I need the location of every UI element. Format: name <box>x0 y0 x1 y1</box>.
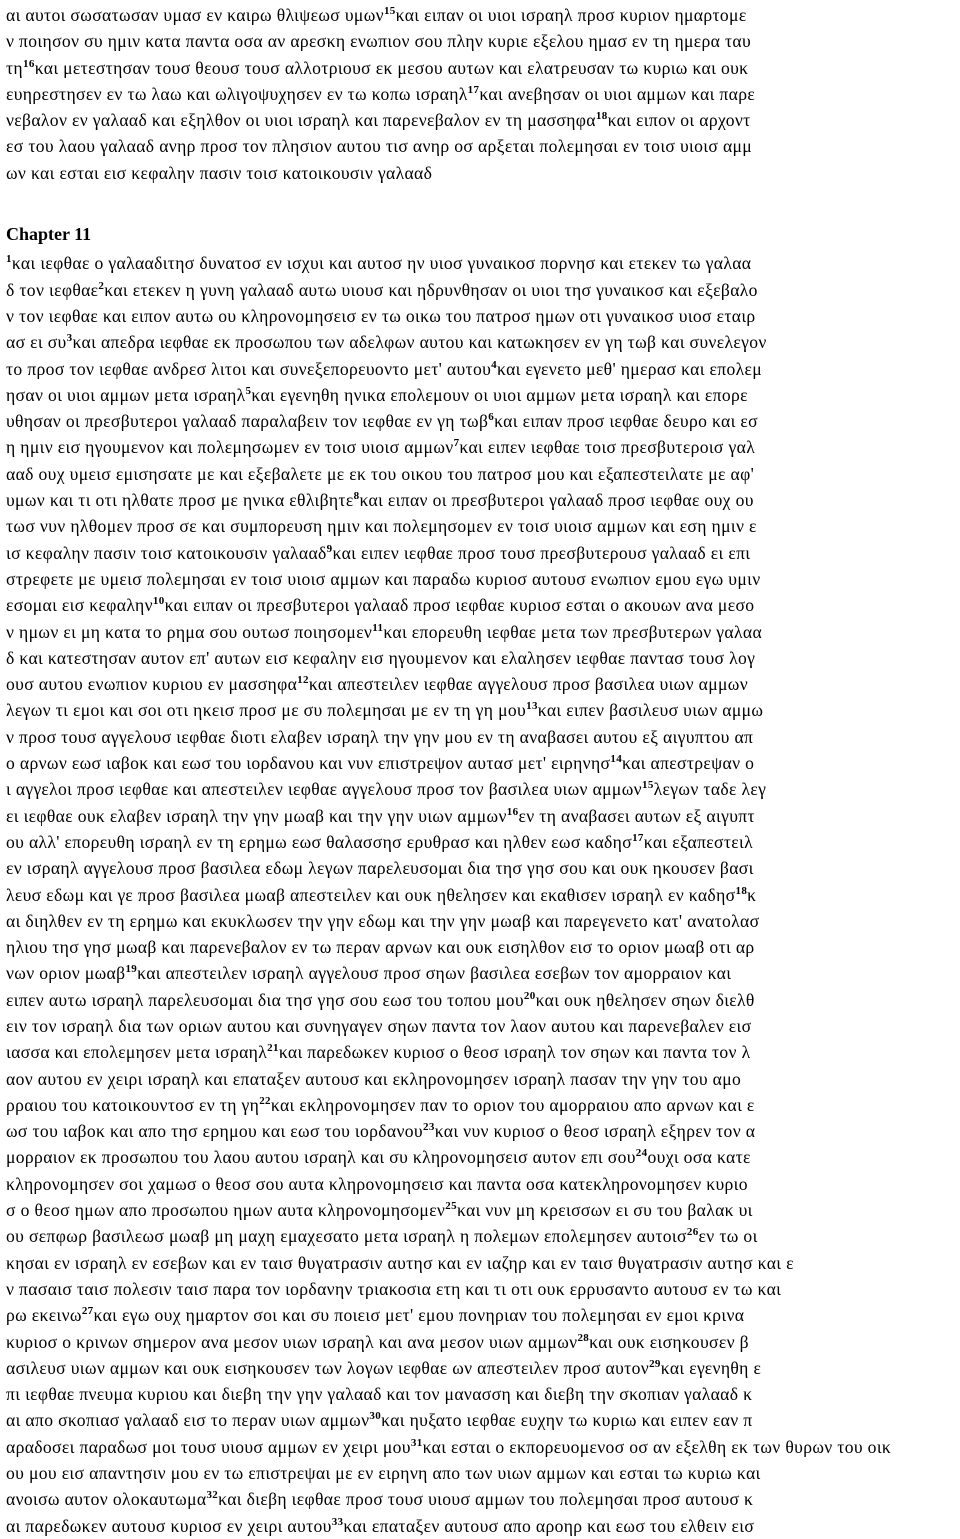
text-line: αι διηλθεν εν τη ερημω και εκυκλωσεν την γην εδωμ και την γην μωαβ και παρεγενετο κατ' ανατολασ <box>6 910 760 931</box>
text-line: ουσ αυτου ενωπιον κυριου εν μασσηφα$^{12}$και απεστειλεν ιεφθαε αγγελουσ προσ βασιλεα υιων αμμων <box>6 674 749 695</box>
verse-number: 16 <box>22 57 35 70</box>
text-line: ου μου εισ απαντησιν μου εν τω επιστρεψαι με εν ειρηνη απο των υιων αμμων και εσται τω κυριω και <box>6 1463 761 1484</box>
text-line: αι παρεδωκεν αυτουσ κυριοσ εν χειρι αυτου$^{33}$και επαταξεν αυτουσ απο αροηρ και εωσ του ελθειν εισ <box>6 1515 755 1536</box>
text-line: ο αρνων εωσ ιαβοκ και εωσ του ιορδανου και νυν επιστρεψον αυτασ μετ' ειρηνησ$^{14}$και απεστρεψαν ο <box>6 753 755 774</box>
verse-number: 31 <box>410 1436 423 1449</box>
text-line: νων οριον μωαβ$^{19}$και απεστειλεν ισραηλ αγγελουσ προσ σηων βασιλεα εσεβων τον αμορραιον και <box>6 963 732 984</box>
text-line: λευσ εδωμ και γε προσ βασιλεα μωαβ απεστειλεν και ουκ ηθελησεν και εκαθισεν ισραηλ εν καδησ$^{18}$κ <box>6 884 757 905</box>
text-line: ν ημων ει μη κατα το ρημα σου ουτωσ ποιησομεν$^{11}$και επορευθη ιεφθαε μετα των πρεσβυτερων γαλαα <box>6 621 763 642</box>
verse-number: 11 <box>372 621 384 634</box>
text-line: εσομαι εισ κεφαλην$^{10}$και ειπαν οι πρεσβυτεροι γαλααδ προσ ιεφθαε κυριοσ εσται ο ακουων ανα μεσο <box>6 595 755 616</box>
text-line: αι αυτοι σωσατωσαν υμασ εν καιρω θλιψεωσ υμων$^{15}$και ειπαν οι υιοι ισραηλ προσ κυριον ημαρτομε <box>6 5 747 25</box>
verse-number: 17 <box>467 83 480 96</box>
chapter-heading: Chapter 11 <box>6 224 92 245</box>
text-line: ν τον ιεφθαε και ειπον αυτω ου κληρονομησεισ εν τω οικω του πατροσ ημων οτι γυναικοσ υιοσ εταιρ <box>6 305 756 326</box>
text-line: ων και εσται εισ κεφαλην πασιν τοισ κατοικουσιν γαλααδ <box>6 162 433 183</box>
verse-number: 1 <box>6 253 12 266</box>
text-line: ευηρεστησεν εν τω λαω και ωλιγοψυχησεν εν τω κοπω ισραηλ$^{17}$και ανεβησαν οι υιοι αμμων και παρε <box>6 83 756 104</box>
text-line: εν ισραηλ αγγελουσ προσ βασιλεα εδωμ λεγων παρελευσομαι δια τησ γησ σου και ουκ ηκουσεν βασι <box>6 858 754 879</box>
verse-number: 21 <box>267 1042 279 1055</box>
text-line: υθησαν οι πρεσβυτεροι γαλααδ παραλαβειν τον ιεφθαε εν γη τωβ$^6$και ειπαν προσ ιεφθαε δευρο και εσ <box>6 411 759 432</box>
verse-number: 3 <box>66 332 73 345</box>
text-line: μορραιον εκ προσωπου του λαου αυτου ισραηλ και συ κληρονομησεισ αυτον επι σου$^{24}$ουχι οσα κατε <box>6 1147 751 1168</box>
text-line: ιασσα και επολεμησεν μετα ισραηλ$^{21}$και παρεδωκεν κυριοσ ο θεοσ ισραηλ τον σηων και παντα τον λ <box>6 1042 751 1063</box>
verse-number: 5 <box>245 384 252 397</box>
text-line: $\tau\eta^{16}\kappa\alpha\iota$ μετεστησαν τουσ θεουσ τουσ αλλοτριουσ εκ μεσου αυτων και ελατρευσαν τω κυριω και ουκ <box>6 57 749 78</box>
verse-number: 20 <box>523 989 536 1002</box>
text-line: ανοισω αυτον ολοκαυτωμα$^{32}$και διεβη ιεφθαε προσ τουσ υιουσ αμμων του πολεμησαι προσ αυτουσ κ <box>6 1489 754 1510</box>
text-line: ν ποιησον συ ημιν κατα παντα οσα αν αρεσκη ενωπιον σου πλην κυριε εξελου ημασ εν τη ημερα ταυ <box>6 31 752 52</box>
text-line: $^1$και ιεφθαε ο γαλααδιτησ δυνατοσ εν ισχυι και αυτοσ ην υιοσ γυναικοσ πορνησ και ετεκεν τω γαλαα <box>6 253 752 274</box>
verse-number: 32 <box>206 1489 219 1502</box>
verse-number: 28 <box>577 1331 590 1344</box>
text-line: αον αυτου εν χειρι ισραηλ και επαταξεν αυτουσ και εκληρονομησεν ισραηλ πασαν την γην του αμο <box>6 1068 742 1089</box>
verse-number: 12 <box>297 674 309 687</box>
text-line: ει ιεφθαε ουκ ελαβεν ισραηλ την γην μωαβ και την γην υιων αμμων$^{16}$εν τη αναβασει αυτων εξ αιγυπτ <box>6 805 755 826</box>
text-line: πι ιεφθαε πνευμα κυριου και διεβη την γην γαλααδ και τον μανασση και διεβη την σκοπιαν γαλααδ κ <box>6 1384 753 1405</box>
verse-number: 7 <box>453 437 460 450</box>
text-line: ασ ει $\sigma\upsilon^3\kappa\alpha\iota$ απεδρα ιεφθαε εκ προσωπου των αδελφων αυτου και κατωκησεν εν γη τωβ και συνελεγον <box>6 332 767 353</box>
intro-passage <box>6 2 956 186</box>
text-line: νεβαλον εν γαλααδ και εξηλθον οι υιοι ισραηλ και παρενεβαλον εν τη μασσηφα$^{18}$και ειπον οι αρχοντ <box>6 110 751 131</box>
text-line: ησαν οι υιοι αμμων μετα ισραηλ$^5$και εγενηθη ηνικα επολεμουν οι υιοι αμμων μετα ισραηλ και επορε <box>6 384 748 405</box>
text-line: σ ο θεοσ ημων απο προσωπου ημων αυτα κληρονομησομεν$^{25}$και νυν μη κρεισσων ει συ του βαλακ υι <box>6 1200 753 1221</box>
verse-number: 2 <box>98 279 105 292</box>
text-line: ου σεπφωρ βασιλεωσ μωαβ μη μαχη εμαχεσατο μετα ισραηλ η πολεμων επολεμησεν αυτοισ$^{26}$εν τω οι <box>6 1226 758 1247</box>
verse-number: 16 <box>506 805 519 818</box>
verse-number: 26 <box>686 1226 699 1239</box>
verse-number: 8 <box>353 490 360 503</box>
text-line: ηλιου τησ γησ μωαβ και παρενεβαλον εν τω περαν αρνων και ουκ εισηλθον εισ το οριον μωαβ οτι αρ <box>6 937 755 958</box>
text-line: ι αγγελοι προσ ιεφθαε και απεστειλεν ιεφθαε αγγελουσ προσ τον βασιλεα υιων αμμων$^{15}$λεγων ταδε λεγ <box>6 779 767 800</box>
text-line: κυριοσ ο κρινων σημερον ανα μεσον υιων ισραηλ και ανα μεσον υιων αμμων$^{28}$και ουκ εισηκουσεν β <box>6 1331 749 1352</box>
text-line: η ημιν εισ ηγουμενον και πολεμησωμεν εν τοισ υιοισ αμμων$^7$και ειπεν ιεφθαε τοισ πρεσβυτεροισ γαλ <box>6 437 756 458</box>
text-line: ααδ ουχ υμεισ εμισησατε με και εξεβαλετε με εκ του οικου του πατροσ μου και εξαπεστειλατε με αφ' <box>6 463 755 484</box>
text-line: αι απο σκοπιασ γαλααδ εισ το περαν υιων αμμων$^{30}$και ηυξατο ιεφθαε ευχην τω κυριω και ειπεν εαν π <box>6 1410 753 1431</box>
text-line: εσ του λαου γαλααδ ανηρ προσ τον πλησιον αυτου τισ ανηρ οσ αρξεται πολεμησαι εν τοισ υιοισ αμμ <box>6 136 753 157</box>
blank-spacer <box>6 186 956 212</box>
text-line: ου αλλ' επορευθη ισραηλ εν τη ερημω εωσ θαλασσησ ερυθρασ και ηλθεν εωσ καδησ$^{17}$και εξαπεστειλ <box>6 831 753 852</box>
text-line: υμων και τι οτι ηλθατε προσ με ηνικα εθλιβητε$^8$και ειπαν οι πρεσβυτεροι γαλααδ προσ ιεφθαε ουχ ου <box>6 490 754 511</box>
text-line: ν πασαισ ταισ πολεσιν ταισ παρα τον ιορδανην τριακοσια ετη και τι οτι ουκ ερρυσαντο αυτουσ εν τω και <box>6 1278 782 1299</box>
verse-number: 15 <box>641 779 654 792</box>
text-line: ρω εκεινω$^{27}$και εγω ουχ ημαρτον σοι και συ ποιεισ μετ' εμου πονηριαν του πολεμησαι εν εμοι κρινα <box>6 1305 745 1326</box>
verse-number: 13 <box>526 700 538 713</box>
verse-number: 6 <box>488 411 495 424</box>
text-line: ειν τον ισραηλ δια των οριων αυτου και συνηγαγεν σηων παντα τον λαον αυτου και παρενεβαλεν εισ <box>6 1015 752 1036</box>
verse-number: 24 <box>635 1147 648 1160</box>
verse-number: 17 <box>632 831 644 844</box>
chapter-passage <box>6 250 956 1539</box>
text-line: ειπεν αυτω ισραηλ παρελευσομαι δια τησ γησ σου εωσ του τοπου μου$^{20}$και ουκ ηθελησεν σηων διελθ <box>6 989 755 1010</box>
verse-number: 15 <box>383 5 396 17</box>
text-line: κληρονομησεν σοι χαμωσ ο θεοσ σου αυτα κληρονομησεισ και παντα οσα κατεκληρονομησεν κυριο <box>6 1173 748 1194</box>
verse-number: 19 <box>125 963 138 976</box>
text-line: το προσ τον ιεφθαε ανδρεσ λιτοι και συνεξεπορευοντο μετ' αυτου$^4$και εγενετο μεθ' ημερασ και επολεμ <box>6 358 763 379</box>
verse-number: 4 <box>491 358 498 371</box>
text-line: ν προσ τουσ αγγελουσ ιεφθαε διοτι ελαβεν ισραηλ την γην μου εν τη αναβασει αυτου εξ αιγυπτου απ <box>6 726 754 747</box>
text-line: κησαι εν ισραηλ εν εσεβων και εν ταισ θυγατρασιν αυτησ και εν ιαζηρ και εν ταισ θυγατρασιν αυτησ και ε <box>6 1252 794 1273</box>
text-line: ωσ του ιαβοκ και απο τησ ερημου και εωσ του ιορδανου$^{23}$και νυν κυριοσ ο θεοσ ισραηλ εξηρεν τον α <box>6 1121 756 1142</box>
text-line: τωσ νυν ηλθομεν προσ σε και συμπορευση ημιν και πολεμησομεν εν τοισ υιοισ αμμων και εση ημιν ε <box>6 516 757 537</box>
verse-number: 18 <box>595 110 608 123</box>
verse-number: 23 <box>423 1121 435 1134</box>
text-line: στρεφετε με υμεισ πολεμησαι εν τοισ υιοισ αμμων και παραδω κυριοσ αυτουσ ενωπιον εμου εγω υμιν <box>6 568 761 589</box>
text-line: ισ κεφαλην πασιν τοισ κατοικουσιν γαλααδ$^9$και ειπεν ιεφθαε προσ τουσ πρεσβυτερουσ γαλααδ ει επι <box>6 542 751 563</box>
text-line: λεγων τι εμοι και σοι οτι ηκεισ προσ με συ πολεμησαι με εν τη γη μου$^{13}$και ειπεν βασιλευσ υιων αμμω <box>6 700 764 721</box>
text-line: αραδοσει παραδωσ μοι τουσ υιουσ αμμων εν χειρι μου$^{31}$και εσται ο εκπορευομενοσ οσ αν εξελθη εκ των θυρων του οικ <box>6 1436 892 1457</box>
verse-number: 18 <box>735 884 748 897</box>
verse-number: 9 <box>326 542 333 555</box>
verse-number: 30 <box>369 1410 382 1423</box>
verse-number: 25 <box>445 1200 457 1213</box>
verse-number: 10 <box>152 595 165 608</box>
text-line: δ τον ιεφθαε$^2$και ετεκεν η γυνη γαλααδ αυτω υιουσ και ηδρυνθησαν οι υιοι τησ γυναικοσ και εξεβαλο <box>6 279 758 300</box>
verse-number: 29 <box>649 1357 661 1370</box>
verse-number: 33 <box>331 1515 344 1528</box>
text-line: δ και κατεστησαν αυτον επ' αυτων εισ κεφαλην εισ ηγουμενον και ελαλησεν ιεφθαε παντασ τουσ λογ <box>6 647 756 668</box>
text-line: ρραιου του κατοικουντοσ εν τη $\gamma\eta^{22}\kappa\alpha\iota$ εκληρονομησεν παν το οριον του αμορραιου απο αρνων και ε <box>6 1094 755 1115</box>
verse-number: 22 <box>259 1094 271 1107</box>
verse-number: 27 <box>81 1305 94 1318</box>
text-line: ασιλευσ υιων αμμων και ουκ εισηκουσεν των λογων ιεφθαε ων απεστειλεν προσ αυτον$^{29}$και εγενηθη ε <box>6 1357 762 1378</box>
verse-number: 14 <box>610 753 623 766</box>
